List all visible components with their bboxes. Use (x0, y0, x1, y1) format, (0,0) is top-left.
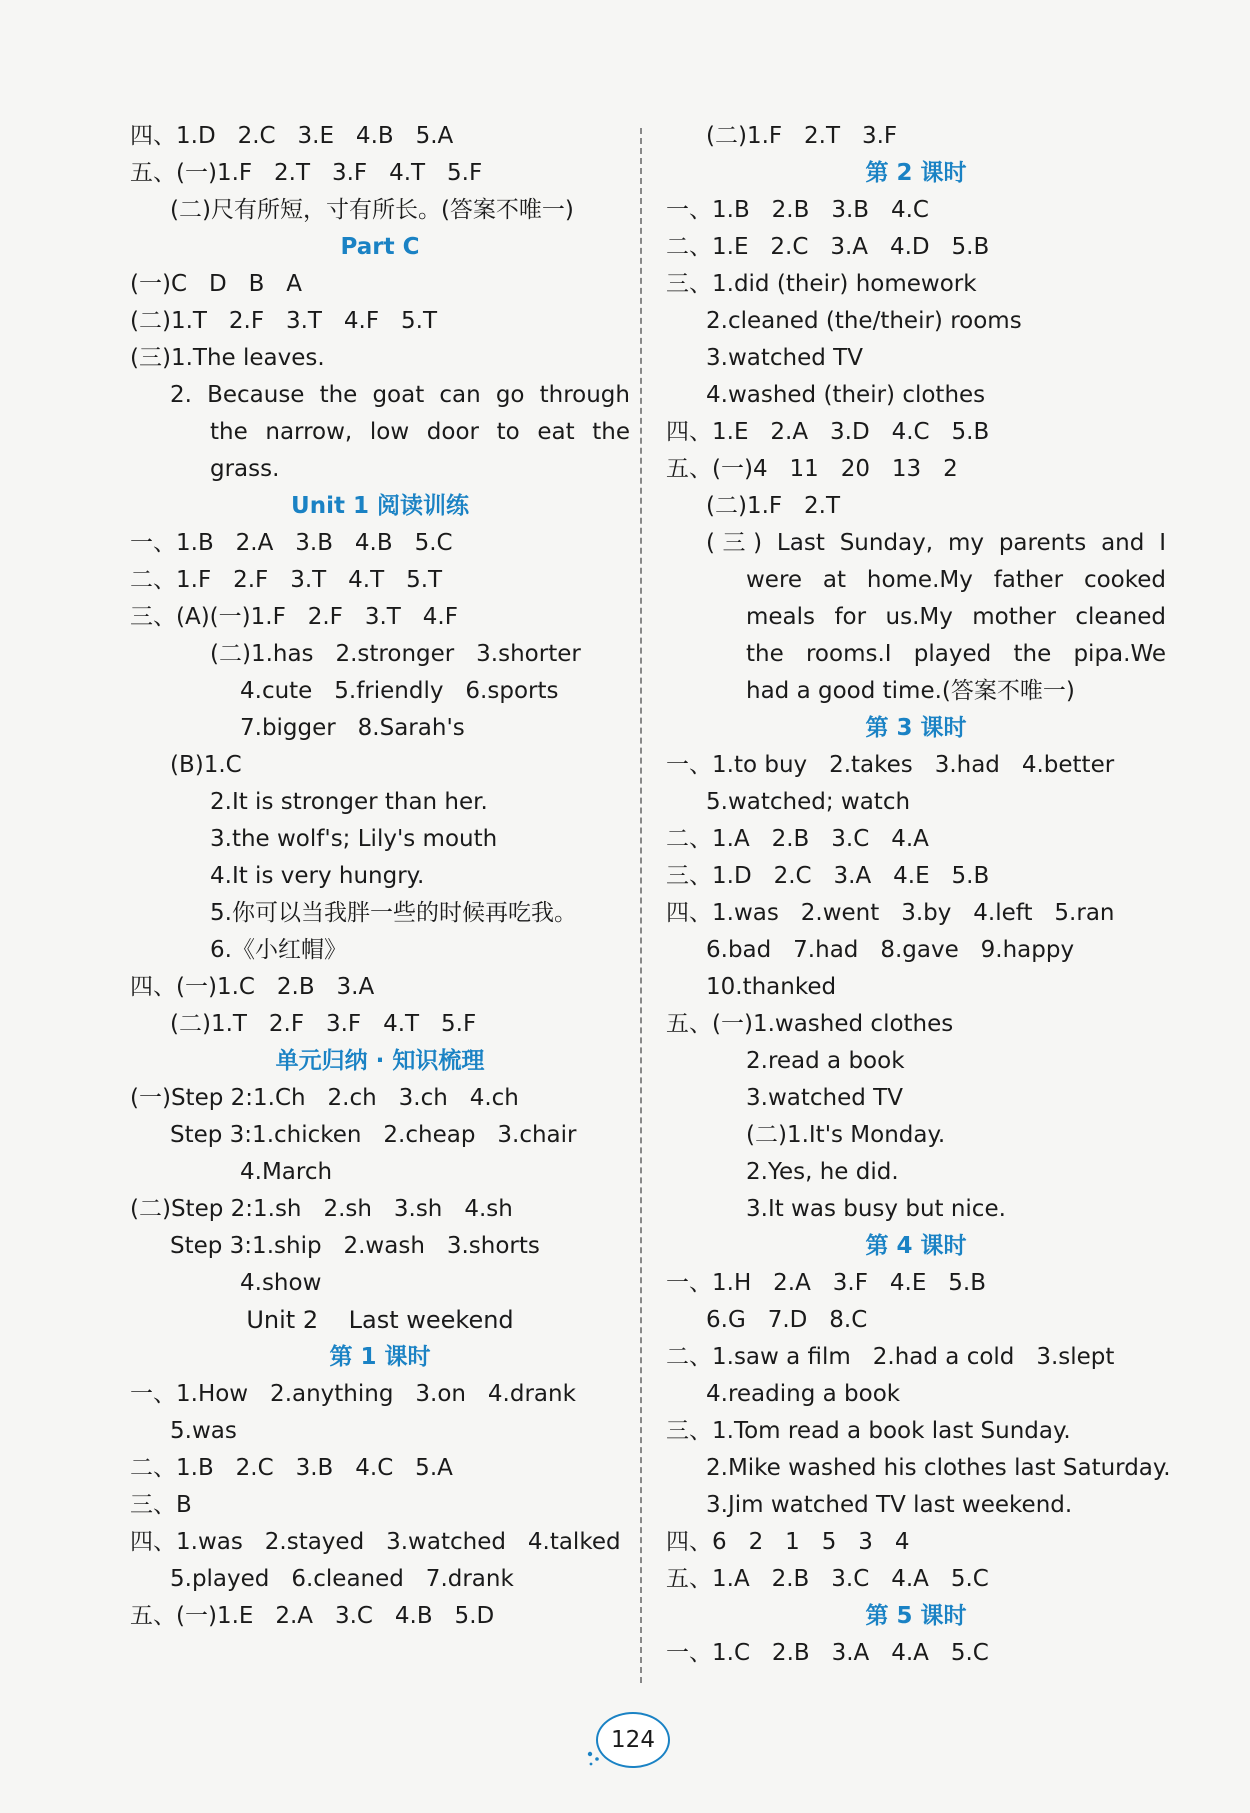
answer-line: had a good time.(答案不唯一) (746, 678, 1075, 704)
answer-line: 6.bad 7.had 8.gave 9.happy (706, 937, 1075, 963)
section-heading: 第 3 课时 (865, 715, 967, 741)
answer-line: (二)尺有所短，寸有所长。(答案不唯一) (170, 197, 574, 223)
answer-line: 6.《小红帽》 (210, 937, 347, 963)
answer-line: (B)1.C (170, 752, 242, 778)
answer-line: 5.played 6.cleaned 7.drank (170, 1566, 514, 1592)
answer-line: grass. (210, 456, 280, 482)
answer-line: 4.cute 5.friendly 6.sports (240, 678, 559, 704)
answer-line: 五、(一)4 11 20 13 2 (666, 456, 958, 482)
answer-line: 3.It was busy but nice. (746, 1196, 1006, 1222)
answer-line: 一、1.B 2.A 3.B 4.B 5.C (130, 530, 453, 556)
answer-line: 7.bigger 8.Sarah's (240, 715, 465, 741)
answer-line: 4.reading a book (706, 1381, 901, 1407)
answer-line: 2.Yes, he did. (746, 1159, 899, 1185)
answer-line: 2. Because the goat can go through (170, 382, 630, 408)
section-heading: 第 4 课时 (865, 1233, 967, 1259)
answer-line: 4.washed (their) clothes (706, 382, 986, 408)
answer-line: were at home.My father cooked (746, 567, 1166, 593)
answer-line: 3.the wolf's; Lily's mouth (210, 826, 498, 852)
answer-line: 三、B (130, 1492, 192, 1518)
answer-line: (一)C D B A (130, 271, 303, 297)
answer-line: 2.cleaned (the/their) rooms (706, 308, 1022, 334)
answer-line: 四、1.was 2.stayed 3.watched 4.talked (130, 1529, 621, 1555)
answer-line: 五、(一)1.washed clothes (666, 1011, 954, 1037)
answer-line: the narrow, low door to eat the (210, 419, 630, 445)
answer-line: (三) Last Sunday, my parents and I (706, 530, 1166, 556)
answer-line: 6.G 7.D 8.C (706, 1307, 868, 1333)
answer-line: the rooms.I played the pipa.We (746, 641, 1166, 667)
answer-line: 五、1.A 2.B 3.C 4.A 5.C (666, 1566, 989, 1592)
answer-line: Step 3:1.ship 2.wash 3.shorts (170, 1233, 540, 1259)
answer-line: 三、1.Tom read a book last Sunday. (666, 1418, 1071, 1444)
answer-line: 四、1.D 2.C 3.E 4.B 5.A (130, 123, 454, 149)
section-heading: 第 2 课时 (865, 160, 967, 186)
answer-line: 一、1.to buy 2.takes 3.had 4.better (666, 752, 1115, 778)
answer-line: 一、1.How 2.anything 3.on 4.drank (130, 1381, 576, 1407)
answer-line: (一)Step 2:1.Ch 2.ch 3.ch 4.ch (130, 1085, 519, 1111)
answer-line: 三、1.D 2.C 3.A 4.E 5.B (666, 863, 990, 889)
answer-line: 5.was (170, 1418, 237, 1444)
answer-line: 2.read a book (746, 1048, 905, 1074)
section-heading: Unit 1 阅读训练 (291, 493, 469, 519)
answer-line: Step 3:1.chicken 2.cheap 3.chair (170, 1122, 577, 1148)
answer-line: 一、1.C 2.B 3.A 4.A 5.C (666, 1640, 989, 1666)
answer-line: 3.Jim watched TV last weekend. (706, 1492, 1073, 1518)
answer-line: 四、6 2 1 5 3 4 (666, 1529, 910, 1555)
column-divider (640, 128, 642, 1683)
answer-line: 二、1.A 2.B 3.C 4.A (666, 826, 929, 852)
section-heading: Part C (340, 234, 420, 260)
answer-line: meals for us.My mother cleaned (746, 604, 1166, 630)
answer-line: (二)Step 2:1.sh 2.sh 3.sh 4.sh (130, 1196, 513, 1222)
answer-line: 3.watched TV (746, 1085, 903, 1111)
answer-line: 3.watched TV (706, 345, 863, 371)
section-heading: 第 1 课时 (329, 1344, 431, 1370)
answer-line: 四、(一)1.C 2.B 3.A (130, 974, 375, 1000)
answer-line: 4.March (240, 1159, 333, 1185)
right-column (666, 118, 1171, 1672)
answer-line: (二)1.F 2.T (706, 493, 841, 519)
answer-line: 2.It is stronger than her. (210, 789, 488, 815)
answer-line: 4.show (240, 1270, 322, 1296)
answer-line: (二)1.has 2.stronger 3.shorter (210, 641, 581, 667)
answer-line: 二、1.E 2.C 3.A 4.D 5.B (666, 234, 990, 260)
answer-line: (三)1.The leaves. (130, 345, 325, 371)
answer-line: 五、(一)1.E 2.A 3.C 4.B 5.D (130, 1603, 495, 1629)
answer-line: 三、(A)(一)1.F 2.F 3.T 4.F (130, 604, 458, 630)
answer-line: 四、1.E 2.A 3.D 4.C 5.B (666, 419, 990, 445)
answer-line: 二、1.B 2.C 3.B 4.C 5.A (130, 1455, 453, 1481)
answer-line: 四、1.was 2.went 3.by 4.left 5.ran (666, 900, 1115, 926)
answer-line: (二)1.T 2.F 3.T 4.F 5.T (130, 308, 438, 334)
answer-line: 一、1.B 2.B 3.B 4.C (666, 197, 929, 223)
answer-line: 二、1.saw a film 2.had a cold 3.slept (666, 1344, 1115, 1370)
answer-line: (二)1.F 2.T 3.F (706, 123, 898, 149)
section-heading: 单元归纳 · 知识梳理 (275, 1048, 485, 1074)
answer-line: 5.你可以当我胖一些的时候再吃我。 (210, 900, 577, 926)
answer-line: 五、(一)1.F 2.T 3.F 4.T 5.F (130, 160, 483, 186)
section-heading: 第 5 课时 (865, 1603, 967, 1629)
page-number: 124 (596, 1712, 670, 1768)
answer-line: 4.It is very hungry. (210, 863, 425, 889)
answer-line: 一、1.H 2.A 3.F 4.E 5.B (666, 1270, 987, 1296)
answer-line: 5.watched; watch (706, 789, 911, 815)
answer-line: 三、1.did (their) homework (666, 271, 977, 297)
answer-line: 二、1.F 2.F 3.T 4.T 5.T (130, 567, 443, 593)
section-heading: Unit 2 Last weekend (246, 1306, 514, 1334)
answer-line: (二)1.It's Monday. (746, 1122, 946, 1148)
answer-line: 2.Mike washed his clothes last Saturday. (706, 1455, 1171, 1481)
left-column (130, 118, 630, 1635)
answer-line: (二)1.T 2.F 3.F 4.T 5.F (170, 1011, 477, 1037)
answer-line: 10.thanked (706, 974, 837, 1000)
